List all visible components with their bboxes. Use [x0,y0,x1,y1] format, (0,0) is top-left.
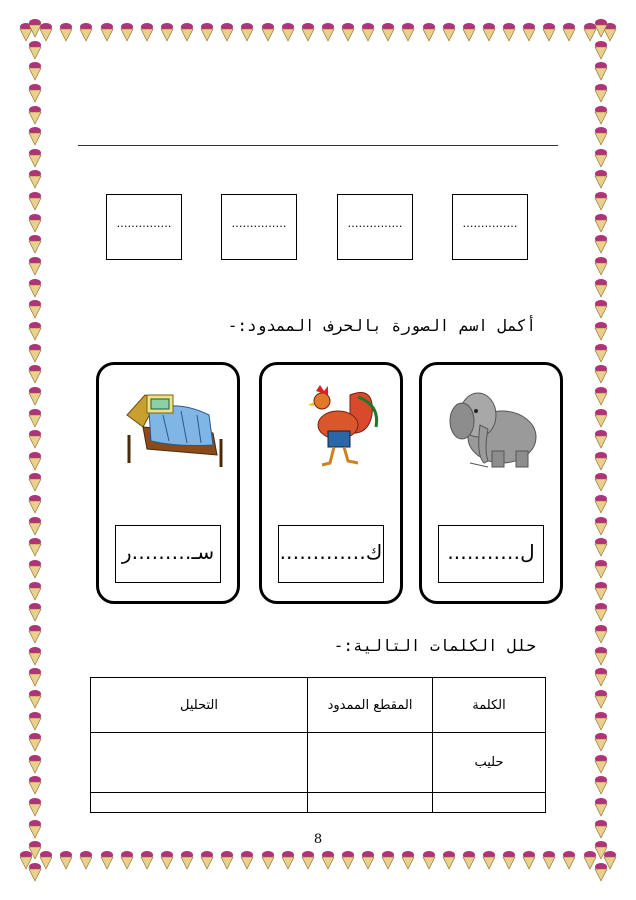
cone-border-icon [593,105,609,125]
cone-border-icon [139,850,155,870]
cone-border-icon [219,850,235,870]
cone-border-icon [27,40,43,60]
cone-border-icon [159,850,175,870]
cone-border-icon [159,22,175,42]
cone-border-icon [461,22,477,42]
cone-border-icon [27,213,43,233]
cone-border-icon [260,22,276,42]
page-number: 8 [313,832,323,847]
cone-border-icon [27,256,43,276]
cone-border-icon [593,581,609,601]
cone-border-icon [593,126,609,146]
left-border [24,18,46,882]
cone-border-icon [27,278,43,298]
cone-border-icon [27,472,43,492]
table-cell[interactable] [308,793,433,813]
cone-border-icon [27,234,43,254]
cone-border-icon [27,191,43,211]
cone-border-icon [199,22,215,42]
cone-border-icon [300,22,316,42]
cone-border-icon [593,169,609,189]
cone-border-icon [27,61,43,81]
cone-border-icon [280,850,296,870]
cone-border-icon [27,775,43,795]
card-elephant [419,362,563,604]
cone-border-icon [27,754,43,774]
cone-border-icon [27,516,43,536]
cone-border-icon [593,148,609,168]
cone-border-icon [27,126,43,146]
table-row [91,793,546,813]
cone-border-icon [58,22,74,42]
cone-border-icon [360,850,376,870]
table-cell[interactable] [91,733,308,793]
cone-border-icon [27,689,43,709]
cone-border-icon [27,537,43,557]
cone-border-icon [300,850,316,870]
cone-border-icon [501,22,517,42]
cone-border-icon [593,775,609,795]
cone-border-icon [593,754,609,774]
cone-border-icon [78,850,94,870]
cone-border-icon [27,451,43,471]
cone-border-icon [27,364,43,384]
cone-border-icon [27,408,43,428]
cone-border-icon [340,850,356,870]
cone-border-icon [99,22,115,42]
cone-border-icon [219,22,235,42]
table-row [91,733,546,793]
answer-box-1[interactable] [452,194,528,260]
dotted-blank: …………… [116,217,172,230]
table-cell[interactable]: حليب [433,733,546,793]
cone-border-icon [27,667,43,687]
answer-box-2[interactable] [337,194,413,260]
cone-border-icon [380,850,396,870]
cone-border-icon [461,850,477,870]
instruction-analyze-words: حلل الكلمات التالية:- [333,636,536,655]
cone-border-icon [593,83,609,103]
cone-border-icon [593,343,609,363]
cone-border-icon [27,732,43,752]
cone-border-icon [400,850,416,870]
cone-border-icon [441,22,457,42]
cone-border-icon [593,278,609,298]
header-word: الكلمة [433,678,546,733]
answer-box-4[interactable] [106,194,182,260]
cone-border-icon [593,386,609,406]
cone-border-icon [380,22,396,42]
cone-border-icon [27,83,43,103]
cone-border-icon [541,22,557,42]
word-bed: سـ………ر [121,540,215,564]
cone-border-icon [593,364,609,384]
cone-border-icon [593,40,609,60]
card-bed [96,362,240,604]
instruction-complete-name: أكمل اسم الصورة بالحرف الممدود:- [227,316,536,335]
cone-border-icon [239,850,255,870]
cone-border-icon [280,22,296,42]
cone-border-icon [561,22,577,42]
table-cell[interactable] [433,793,546,813]
table-header-row [91,678,546,733]
top-border [18,22,618,50]
dotted-blank: …………… [347,217,403,230]
cone-border-icon [119,22,135,42]
table-cell[interactable] [91,793,308,813]
cone-border-icon [27,343,43,363]
cone-border-icon [593,559,609,579]
cone-border-icon [541,850,557,870]
cone-border-icon [199,850,215,870]
bottom-border [18,850,618,878]
cone-border-icon [521,850,537,870]
cone-border-icon [593,667,609,687]
cone-border-icon [421,850,437,870]
cone-border-icon [593,516,609,536]
name-line [78,145,558,146]
cone-border-icon [27,105,43,125]
cone-border-icon [179,850,195,870]
cone-border-icon [593,602,609,622]
cone-border-icon [593,191,609,211]
cone-border-icon [421,22,437,42]
cone-border-icon [27,18,43,38]
cone-border-icon [561,850,577,870]
cone-border-icon [593,408,609,428]
cone-border-icon [593,234,609,254]
cone-border-icon [27,624,43,644]
cone-border-icon [360,22,376,42]
rooster-icon [280,375,390,475]
cone-border-icon [593,18,609,38]
cone-border-icon [593,321,609,341]
cone-border-icon [179,22,195,42]
cone-border-icon [593,732,609,752]
cone-border-icon [593,472,609,492]
cone-border-icon [239,22,255,42]
cone-border-icon [593,61,609,81]
cone-border-icon [340,22,356,42]
dotted-blank: …………… [462,217,518,230]
cone-border-icon [27,321,43,341]
word-box-rooster[interactable] [278,525,384,583]
cone-border-icon [593,797,609,817]
cone-border-icon [593,862,609,882]
cone-border-icon [593,256,609,276]
cone-border-icon [27,581,43,601]
cone-border-icon [78,22,94,42]
cone-border-icon [27,299,43,319]
word-rooster: ك…………. [279,540,383,564]
cone-border-icon [320,22,336,42]
cone-border-icon [99,850,115,870]
cone-border-icon [139,22,155,42]
analysis-table [90,677,546,813]
cone-border-icon [119,850,135,870]
dotted-blank: …………… [231,217,287,230]
cone-border-icon [481,22,497,42]
cone-border-icon [320,850,336,870]
cone-border-icon [27,169,43,189]
answer-box-3[interactable] [221,194,297,260]
cone-border-icon [27,797,43,817]
cone-border-icon [593,624,609,644]
cone-border-icon [501,850,517,870]
cone-border-icon [481,850,497,870]
elephant-icon [440,375,550,475]
cone-border-icon [593,711,609,731]
word-elephant: ل……….. [447,540,535,564]
cone-border-icon [27,559,43,579]
cone-border-icon [593,429,609,449]
cone-border-icon [593,494,609,514]
cone-border-icon [593,451,609,471]
cone-border-icon [521,22,537,42]
cone-border-icon [27,494,43,514]
cone-border-icon [593,689,609,709]
header-analysis: التحليل [91,678,308,733]
cone-border-icon [400,22,416,42]
bed-icon [117,375,227,475]
cone-border-icon [593,537,609,557]
card-rooster [259,362,403,604]
cone-border-icon [27,711,43,731]
cone-border-icon [27,148,43,168]
word-box-bed[interactable] [115,525,221,583]
cone-border-icon [27,602,43,622]
header-long-syllable: المقطع الممدود [308,678,433,733]
cone-border-icon [27,386,43,406]
cone-border-icon [27,429,43,449]
cone-border-icon [27,862,43,882]
table-cell[interactable] [308,733,433,793]
cone-border-icon [441,850,457,870]
cone-border-icon [260,850,276,870]
cone-border-icon [593,299,609,319]
cone-border-icon [58,850,74,870]
cone-border-icon [27,646,43,666]
right-border [590,18,612,882]
word-box-elephant[interactable] [438,525,544,583]
cone-border-icon [593,646,609,666]
cone-border-icon [593,213,609,233]
